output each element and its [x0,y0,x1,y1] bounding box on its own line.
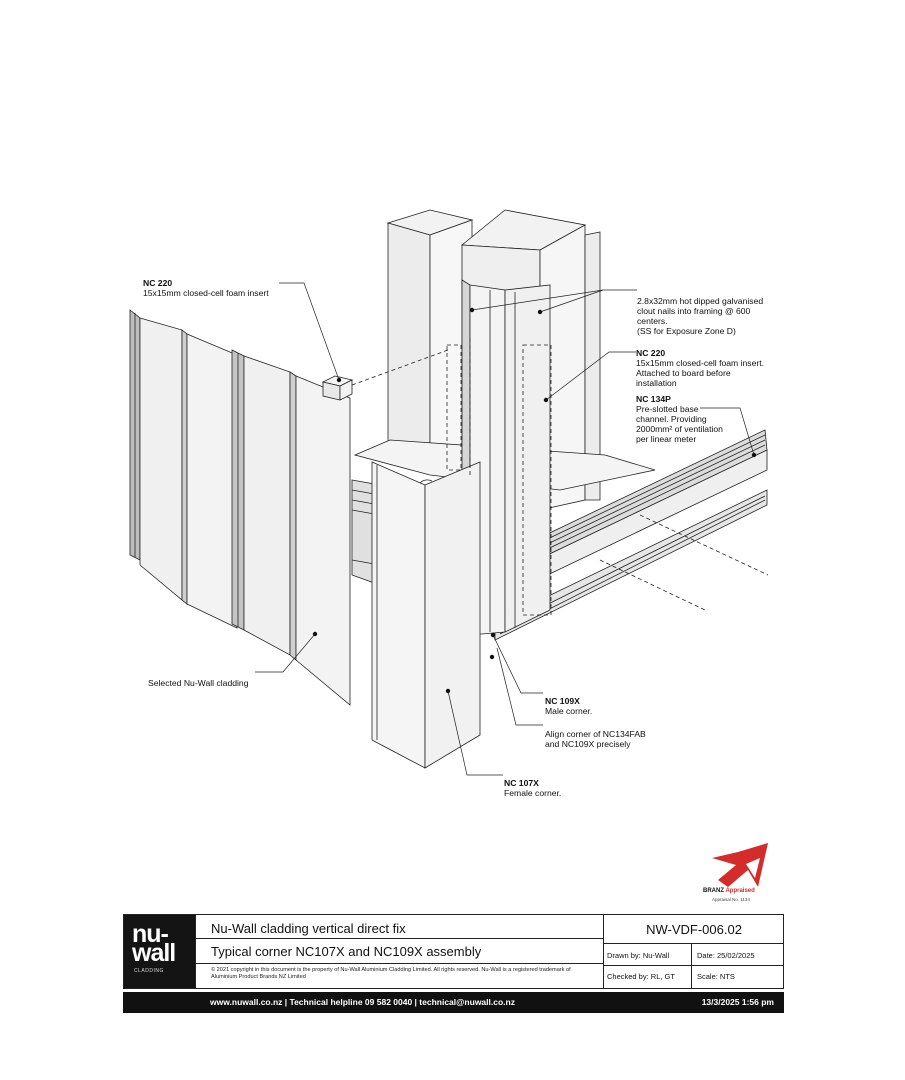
drawing-title-line2: Typical corner NC107X and NC109X assembly [211,944,482,959]
label-text: Align corner of NC134FAB and NC109X precisely [545,729,646,749]
label-text: 15x15mm closed-cell foam insert. Attached to board before installation [636,358,764,388]
label-text: Pre-slotted base channel. Providing 2000mm² of ventilation per linear meter [636,404,723,444]
checked-by: Checked by: RL, GT [607,972,675,981]
drawing-number: NW-VDF-006.02 [646,922,742,937]
footer-printed-date: 13/3/2025 1:56 pm [701,997,774,1007]
branz-brand: BRANZ [703,888,724,894]
title-block [123,914,784,989]
nuwall-logo [124,915,195,988]
label-nc220-left [143,268,269,298]
label-nc107x [504,768,561,798]
label-code: NC 107X [504,778,539,788]
branz-appraised: Appraised [725,888,755,894]
label-text: 2.8x32mm hot dipped galvanised clout nails into framing @ 600 centers. (SS for Exposure Zone D) [637,296,764,336]
drawing-scale: Scale: NTS [697,972,735,981]
label-nc134p [636,384,723,444]
label-code: NC 134P [636,394,671,404]
branz-label [703,888,755,894]
label-code: NC 109X [545,696,580,706]
label-nails [637,286,763,336]
footer-contact: www.nuwall.co.nz | Technical helpline 09 582 0040 | technical@nuwall.co.nz [210,997,515,1007]
label-text: 15x15mm closed-cell foam insert [143,288,269,298]
label-nc220-right [636,338,764,388]
label-code: NC 220 [143,278,173,288]
drawing-date: Date: 25/02/2025 [697,951,755,960]
copyright-notice: © 2021 copyright in this document is the property of Nu-Wall Aluminium Cladding Limited. All rights reserved. Nu-Wall is a registered trademark of Aluminium Product Brands NZ Limited [211,967,571,980]
logo-wordmark: nu- wall [132,920,176,967]
female-corner [372,462,480,768]
branz-appraisal-number: Appraisal No. 1134 [712,897,750,902]
footer-bar [123,992,784,1013]
branz-logo [712,843,768,887]
drawing-title-line1: Nu-Wall cladding vertical direct fix [211,921,406,936]
cladding-boards [130,310,350,705]
label-cladding [148,668,248,688]
label-text: Selected Nu-Wall cladding [148,678,249,688]
label-align [545,719,646,749]
logo-subtitle: CLADDING [134,968,164,974]
drawn-by: Drawn by: Nu-Wall [607,951,670,960]
label-text: Female corner. [504,788,562,798]
label-text: Male corner. [545,706,593,716]
label-code: NC 220 [636,348,666,358]
label-nc109x [545,686,592,716]
